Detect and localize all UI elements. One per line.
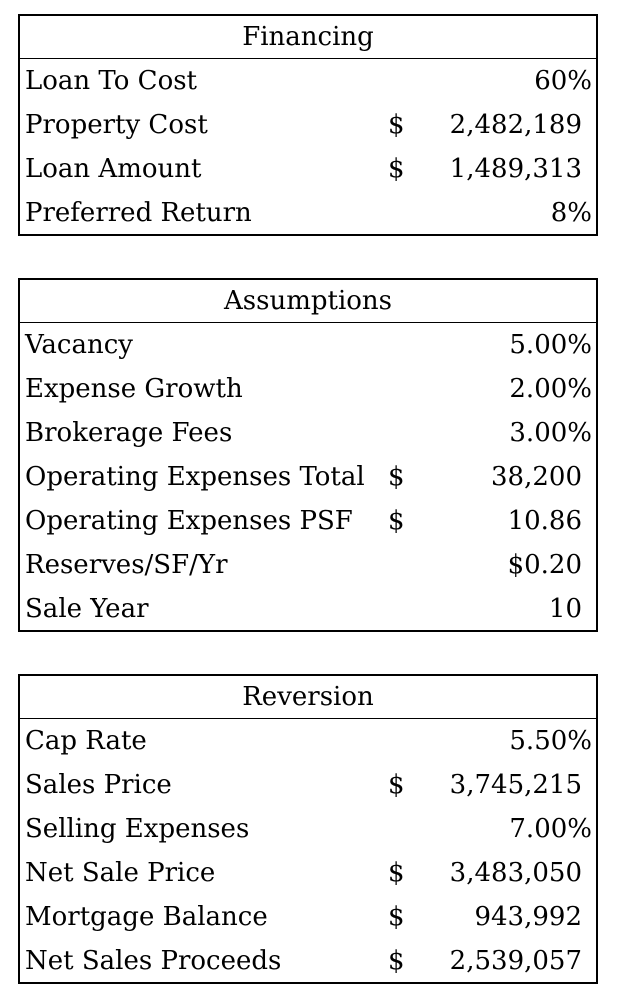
row-value: 943,992	[474, 902, 582, 932]
table-row	[20, 807, 596, 851]
row-value: $0.20	[507, 550, 582, 580]
currency-symbol: $	[388, 770, 405, 800]
row-value: 5.00%	[509, 330, 592, 360]
currency-symbol: $	[388, 110, 405, 140]
table-row	[20, 587, 596, 631]
table-row	[20, 103, 596, 147]
row-value: 10.86	[507, 506, 582, 536]
row-value: 1,489,313	[449, 154, 582, 184]
table-row	[20, 763, 596, 807]
table-row	[20, 939, 596, 983]
row-label: Expense Growth	[25, 374, 243, 404]
table-row	[20, 367, 596, 411]
row-value: 2.00%	[509, 374, 592, 404]
row-value: 3.00%	[509, 418, 592, 448]
row-value: 2,482,189	[449, 110, 582, 140]
row-label: Selling Expenses	[25, 814, 250, 844]
table-row	[20, 851, 596, 895]
row-label: Sale Year	[25, 594, 149, 624]
currency-symbol: $	[388, 946, 405, 976]
row-label: Preferred Return	[25, 198, 252, 228]
assumptions-table	[18, 278, 598, 632]
table-row	[20, 323, 596, 367]
row-value: 5.50%	[509, 726, 592, 756]
row-value: 38,200	[491, 462, 582, 492]
row-label: Cap Rate	[25, 726, 147, 756]
row-label: Loan Amount	[25, 154, 202, 184]
financing-title: Financing	[20, 16, 596, 59]
row-label: Mortgage Balance	[25, 902, 268, 932]
row-value: 10	[548, 594, 582, 624]
currency-symbol: $	[388, 154, 405, 184]
assumptions-title: Assumptions	[20, 280, 596, 323]
row-value: 2,539,057	[449, 946, 582, 976]
currency-symbol: $	[388, 462, 405, 492]
row-label: Brokerage Fees	[25, 418, 233, 448]
reversion-table	[18, 674, 598, 984]
table-row	[20, 59, 596, 103]
row-value: 7.00%	[509, 814, 592, 844]
table-row	[20, 895, 596, 939]
reversion-title: Reversion	[20, 676, 596, 719]
row-label: Net Sale Price	[25, 858, 216, 888]
row-value: 8%	[550, 198, 592, 228]
row-label: Sales Price	[25, 770, 172, 800]
table-row	[20, 411, 596, 455]
row-value: 3,483,050	[449, 858, 582, 888]
table-row	[20, 499, 596, 543]
table-row	[20, 147, 596, 191]
currency-symbol: $	[388, 902, 405, 932]
row-label: Loan To Cost	[25, 66, 198, 96]
row-label: Operating Expenses PSF	[25, 506, 353, 536]
row-label: Net Sales Proceeds	[25, 946, 282, 976]
row-label: Reserves/SF/Yr	[25, 550, 228, 580]
financing-table	[18, 14, 598, 236]
row-label: Operating Expenses Total	[25, 462, 365, 492]
row-value: 60%	[534, 66, 592, 96]
currency-symbol: $	[388, 506, 405, 536]
table-row	[20, 719, 596, 763]
currency-symbol: $	[388, 858, 405, 888]
row-label: Property Cost	[25, 110, 208, 140]
table-row	[20, 543, 596, 587]
table-row	[20, 455, 596, 499]
row-value: 3,745,215	[449, 770, 582, 800]
table-row	[20, 191, 596, 235]
row-label: Vacancy	[25, 330, 133, 360]
